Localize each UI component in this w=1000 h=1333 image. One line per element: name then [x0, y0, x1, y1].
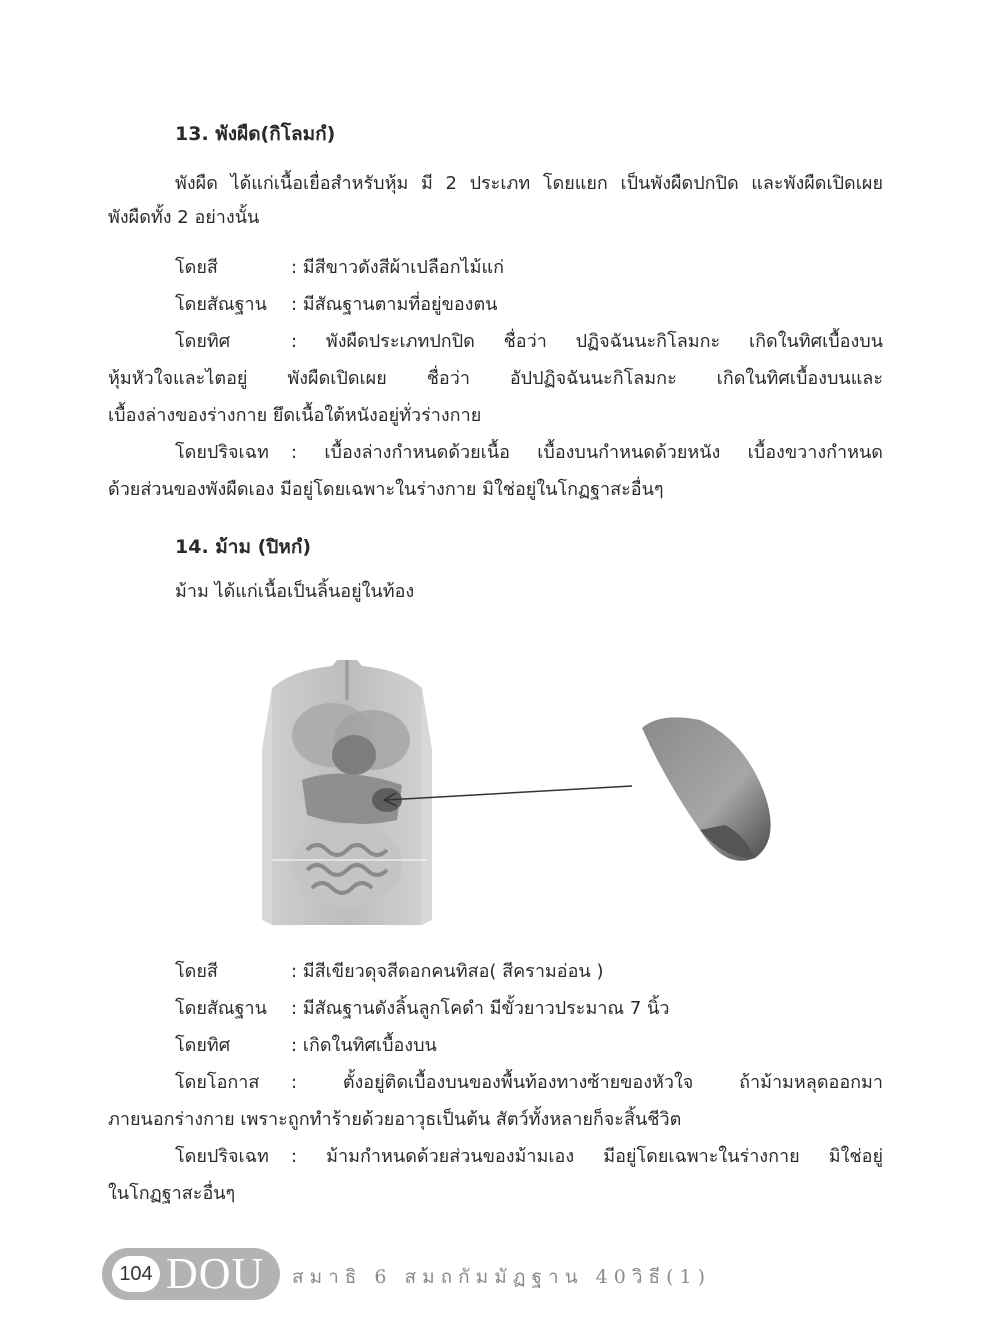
section-14-direction-row — [175, 1034, 883, 1058]
shape-text: : มีสัณฐานตามที่อยู่ของตน — [291, 294, 498, 315]
shape-text: : มีสัณฐานดังลิ้นลูกโคดำ มีขั้วยาวประมาณ 7 นิ้ว — [291, 998, 670, 1019]
direction-label: โดยทิศ — [175, 331, 231, 352]
section-13-direction-line-2: หุ้มหัวใจและไตอยู่ พังผืดเปิดเผย ชื่อว่า อัปปฏิจฉันนะกิโลมกะ เกิดในทิศเบื้องบนและ — [108, 368, 883, 389]
color-label: โดยสี — [175, 257, 218, 278]
direction-text-line-1: : พังผืดประเภทปกปิด ชื่อว่า ปฏิจฉันนะกิโลมกะ เกิดในทิศเบื้องบน — [291, 331, 883, 352]
spleen-illustration — [630, 710, 780, 870]
section-14-boundary-row — [175, 1145, 883, 1169]
location-label: โดยโอกาส — [175, 1072, 260, 1093]
color-text: : มีสีขาวดังสีผ้าเปลือกไม้แก่ — [291, 257, 505, 278]
shape-label: โดยสัณฐาน — [175, 294, 267, 315]
section-13-heading: 13. พังผืด(กิโลมกํ) — [175, 123, 336, 145]
dou-logo: DOU — [166, 1249, 265, 1298]
section-14-intro: ม้าม ได้แก่เนื้อเป็นลิ้นอยู่ในท้อง — [175, 581, 415, 602]
section-14-shape-row — [175, 997, 883, 1021]
direction-text: : เกิดในทิศเบื้องบน — [291, 1035, 437, 1056]
location-text-line-1: : ตั้งอยู่ติดเบื้องบนของพื้นท้องทางซ้ายของหัวใจ ถ้าม้ามหลุดออกมา — [291, 1072, 883, 1093]
section-13-intro-line-1: พังผืด ได้แก่เนื้อเยื่อสำหรับหุ้ม มี 2 ประเภท โดยแยก เป็นพังผืดปกปิด และพังผืดเปิดเผย — [175, 173, 883, 194]
section-13-boundary-row — [175, 441, 883, 465]
color-text: : มีสีเขียวดุจสีดอกคนทิสอ( สีครามอ่อน ) — [291, 961, 604, 982]
pointer-arrow — [370, 780, 632, 810]
boundary-label: โดยปริจเฉท — [175, 442, 269, 463]
section-14-color-row — [175, 960, 883, 984]
direction-label: โดยทิศ — [175, 1035, 231, 1056]
section-13-boundary-line-2: ด้วยส่วนของพังผืดเอง มีอยู่โดยเฉพาะในร่างกาย มิใช่อยู่ในโกฏฐาสะอื่นๆ — [108, 479, 664, 500]
boundary-text-line-1: : เบื้องล่างกำหนดด้วยเนื้อ เบื้องบนกำหนดด้วยหนัง เบื้องขวางกำหนด — [291, 442, 883, 463]
boundary-label: โดยปริจเฉท — [175, 1146, 269, 1167]
section-13-direction-line-3: เบื้องล่างของร่างกาย ยึดเนื้อใต้หนังอยู่ทั่วร่างกาย — [108, 405, 482, 426]
boundary-text-line-1: : ม้ามกำหนดด้วยส่วนของม้ามเอง มีอยู่โดยเฉพาะในร่างกาย มิใช่อยู่ — [291, 1146, 883, 1167]
section-13-intro-line-2: พังผืดทั้ง 2 อย่างนั้น — [108, 207, 260, 228]
section-13-shape-row — [175, 293, 883, 317]
footer-badge — [102, 1248, 280, 1300]
section-14-boundary-line-2: ในโกฏฐาสะอื่นๆ — [108, 1183, 236, 1204]
section-14-location-line-2: ภายนอกร่างกาย เพราะถูกทำร้ายด้วยอาวุธเป็นต้น สัตว์ทั้งหลายก็จะสิ้นชีวิต — [108, 1109, 682, 1130]
section-14-heading: 14. ม้าม (ปิหกํ) — [175, 536, 312, 558]
color-label: โดยสี — [175, 961, 218, 982]
section-13-color-row — [175, 256, 883, 280]
section-13-direction-row — [175, 330, 883, 354]
page-number: 104 — [112, 1256, 160, 1292]
shape-label: โดยสัณฐาน — [175, 998, 267, 1019]
book-title: สมาธิ 6 สมถกัมมัฏฐาน 40วิธี(1) — [292, 1266, 712, 1288]
section-14-location-row — [175, 1071, 883, 1095]
